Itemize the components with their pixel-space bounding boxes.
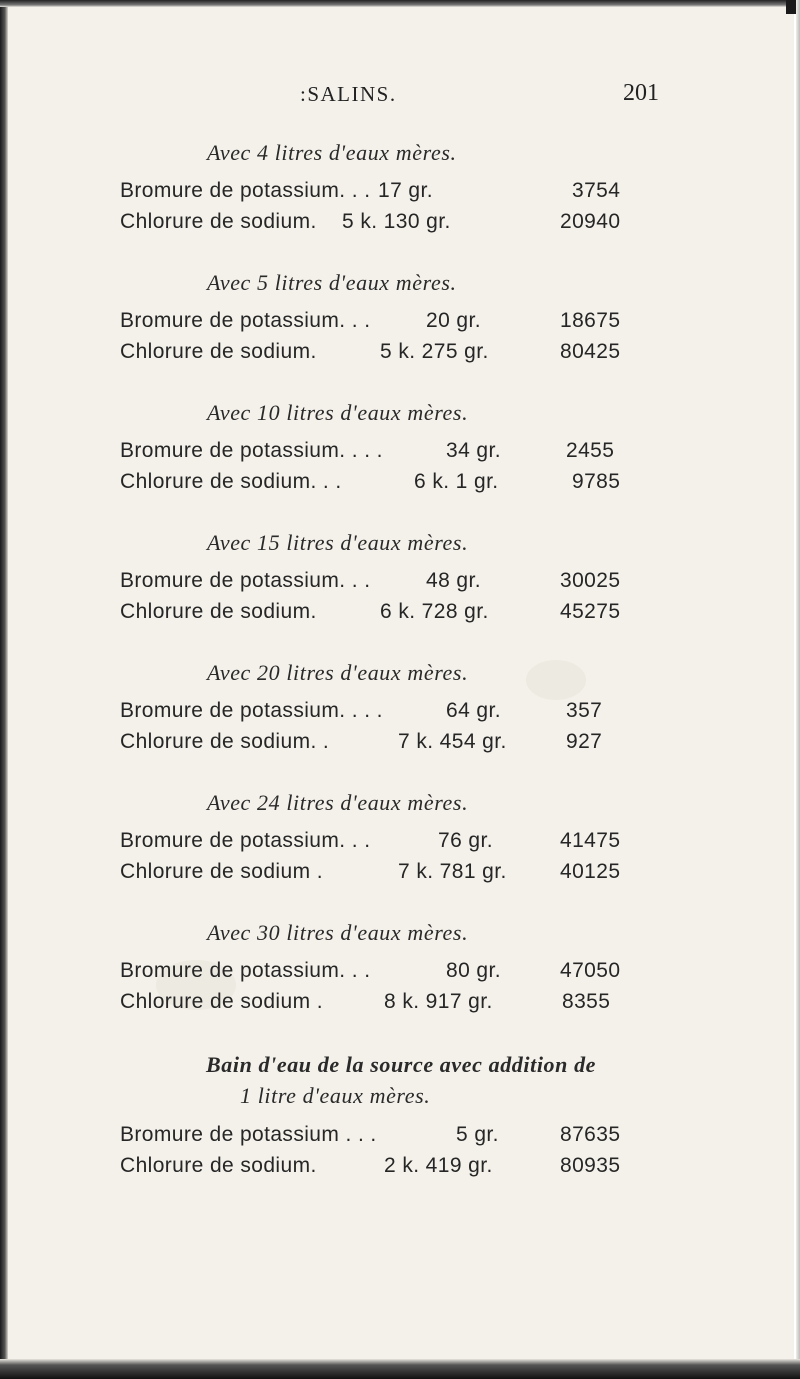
row-fraction: 41475 <box>560 829 621 852</box>
row-amount: 64 gr. <box>446 699 501 722</box>
page-number: 201 <box>623 80 659 106</box>
row-label: Chlorure de sodium. . <box>120 730 330 753</box>
row-fraction: 80935 <box>560 1154 621 1177</box>
row-label: Bromure de potassium. . . <box>120 959 371 982</box>
row-fraction: 3754 <box>572 179 621 202</box>
row-fraction: 30025 <box>560 569 621 592</box>
row-amount: 80 gr. <box>446 959 501 982</box>
table-row <box>6 860 794 890</box>
row-amount: 5 gr. <box>456 1123 499 1146</box>
row-fraction: 45275 <box>560 600 621 623</box>
table-row <box>6 309 794 339</box>
row-fraction: 87635 <box>560 1123 621 1146</box>
row-label: Chlorure de sodium . <box>120 860 323 883</box>
row-fraction: 18675 <box>560 309 621 332</box>
running-head <box>6 82 794 112</box>
table-row <box>6 959 794 989</box>
page-right-edge <box>796 0 800 1379</box>
row-fraction: 80425 <box>560 340 621 363</box>
table-row <box>6 470 794 500</box>
table-row <box>6 600 794 630</box>
section-heading: Avec 15 litres d'eaux mères. <box>207 530 469 555</box>
paper-stain <box>526 660 586 700</box>
table-row <box>6 730 794 760</box>
table-row <box>6 990 794 1020</box>
section-heading: Avec 30 litres d'eaux mères. <box>207 920 469 945</box>
table-row <box>6 569 794 599</box>
row-label: Bromure de potassium. . . <box>120 309 371 332</box>
row-label: Chlorure de sodium. <box>120 340 317 363</box>
section-heading: Avec 24 litres d'eaux mères. <box>207 790 469 815</box>
table-row <box>6 179 794 209</box>
row-amount: 76 gr. <box>438 829 493 852</box>
book-page <box>6 0 794 1360</box>
row-label: Bromure de potassium. . . . <box>120 439 383 462</box>
table-row <box>6 699 794 729</box>
row-fraction: 9785 <box>572 470 621 493</box>
row-fraction: 20940 <box>560 210 621 233</box>
page-top-edge <box>0 0 800 7</box>
row-label: Bromure de potassium. . . . <box>120 699 383 722</box>
table-row <box>6 829 794 859</box>
table-row <box>6 1123 794 1153</box>
section-heading: Avec 20 litres d'eaux mères. <box>207 660 469 685</box>
row-amount: 8 k. 917 gr. <box>384 990 493 1013</box>
row-label: Bromure de potassium. . . <box>120 569 371 592</box>
section-heading: Avec 4 litres d'eaux mères. <box>207 140 457 165</box>
table-row <box>6 439 794 469</box>
row-label: Chlorure de sodium. . . <box>120 470 342 493</box>
row-amount: 2 k. 419 gr. <box>384 1154 493 1177</box>
row-label: Bromure de potassium . . . <box>120 1123 377 1146</box>
row-amount: 5 k. 130 gr. <box>342 210 451 233</box>
table-row <box>6 340 794 370</box>
row-fraction: 927 <box>566 730 603 753</box>
row-amount: 34 gr. <box>446 439 501 462</box>
section-heading-line2: 1 litre d'eaux mères. <box>240 1083 431 1108</box>
section-heading: Bain d'eau de la source avec addition de <box>206 1052 597 1077</box>
row-amount: 7 k. 454 gr. <box>398 730 507 753</box>
row-amount: 48 gr. <box>426 569 481 592</box>
row-label: Chlorure de sodium. <box>120 210 317 233</box>
row-label: Bromure de potassium. . . <box>120 829 371 852</box>
row-amount: 6 k. 1 gr. <box>414 470 499 493</box>
row-label: Chlorure de sodium. <box>120 1154 317 1177</box>
row-fraction: 47050 <box>560 959 621 982</box>
row-amount: 6 k. 728 gr. <box>380 600 489 623</box>
row-amount: 20 gr. <box>426 309 481 332</box>
running-title: :SALINS. <box>300 82 397 106</box>
table-row <box>6 210 794 240</box>
page-bottom-edge <box>0 1359 800 1379</box>
row-fraction: 40125 <box>560 860 621 883</box>
row-label: Chlorure de sodium . <box>120 990 323 1013</box>
row-fraction: 357 <box>566 699 603 722</box>
row-fraction: 2455 <box>566 439 615 462</box>
table-row <box>6 1154 794 1184</box>
row-amount: 7 k. 781 gr. <box>398 860 507 883</box>
row-amount: 5 k. 275 gr. <box>380 340 489 363</box>
row-amount: 17 gr. <box>378 179 433 202</box>
row-label: Bromure de potassium. . . <box>120 179 371 202</box>
row-fraction: 8355 <box>562 990 611 1013</box>
section-heading: Avec 5 litres d'eaux mères. <box>207 270 457 295</box>
section-heading: Avec 10 litres d'eaux mères. <box>207 400 469 425</box>
row-label: Chlorure de sodium. <box>120 600 317 623</box>
binding-shadow <box>0 0 8 1379</box>
